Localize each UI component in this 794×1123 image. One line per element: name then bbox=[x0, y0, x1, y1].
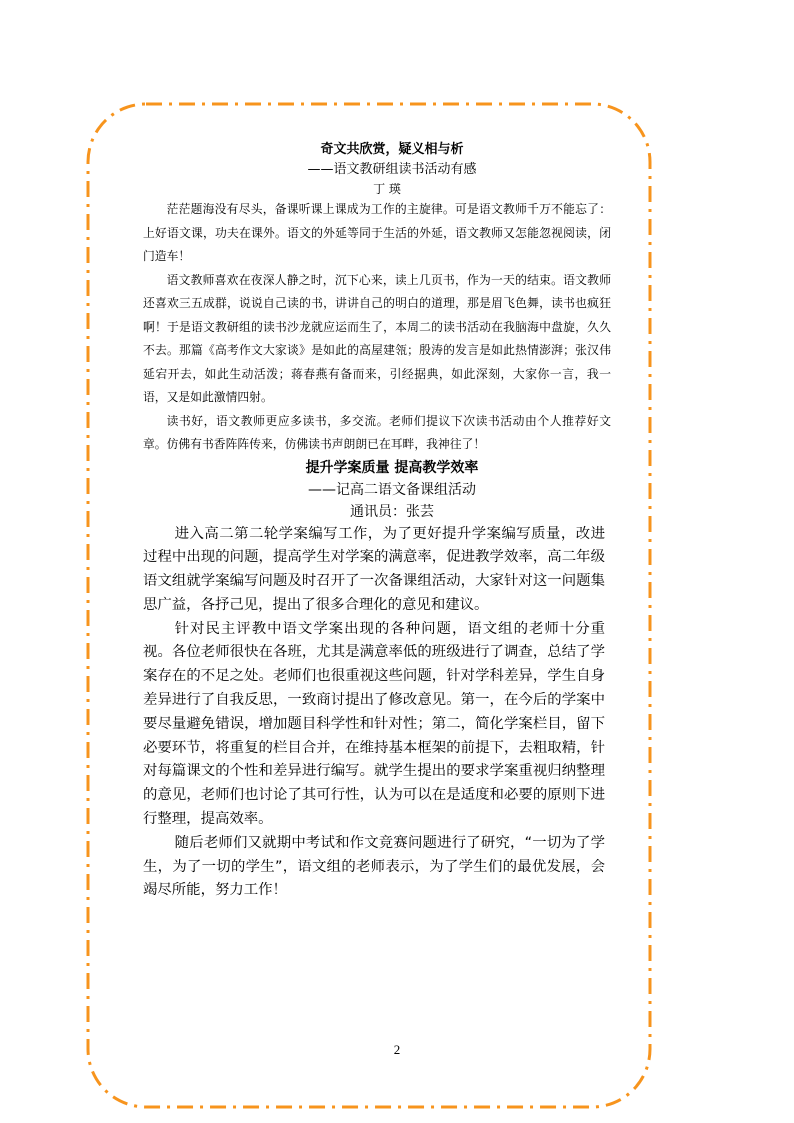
article-paragraph: 茫茫题海没有尽头，备课听课上课成为工作的主旋律。可是语文教师千万不能忘了：上好语文课，功夫在课外。语文的外延等同于生活的外延，语文教师又怎能忽视阅读，闭门造车！ bbox=[143, 202, 611, 263]
article-paragraph: 进入高二第二轮学案编写工作，为了更好提升学案编写质量，改进过程中出现的问题，提高学生对学案的满意率，促进教学效率，高二年级语文组就学案编写问题及时召开了一次备课组活动，大家针对这一问题集思广益，各抒己见，提出了很多合理化的意见和建议。 bbox=[143, 525, 605, 613]
article-subtitle: ——记高二语文备课组活动 bbox=[308, 481, 476, 498]
article-paragraph: 针对民主评教中语文学案出现的各种问题，语文组的老师十分重视。各位老师很快在各班，尤其是满意率低的班级进行了调查，总结了学案存在的不足之处。老师们也很重视这些问题，针对学科差异，学生自身差异进行了自我反思，一致商讨提出了修改意见。第一，在今后的学案中要尽量避免错误，增加题目科学性和针对性；第二，简化学案栏目，留下必要环节，将重复的栏目合并，在维持基本框架的前提下，去粗取精，针对每篇课文的个性和差异进行编写。就学生提出的要求学案重视归纳整理的意见，老师们也讨论了其可行性，认为可以在是适度和必要的原则下进行整理，提高效率。 bbox=[143, 620, 605, 828]
page-content bbox=[143, 140, 611, 903]
article-paragraph: 随后老师们又就期中考试和作文竞赛问题进行了研究，“一切为了学生，为了一切的学生”，语文组的老师表示，为了学生们的最优发展，会竭尽所能，努力工作！ bbox=[143, 834, 605, 899]
article-lesson-plan-quality bbox=[143, 457, 611, 904]
article-title: 提升学案质量 提高教学效率 bbox=[305, 459, 479, 476]
article-paragraph: 语文教师喜欢在夜深人静之时，沉下心来，读上几页书，作为一天的结束。语文教师还喜欢三五成群，说说自己读的书，讲讲自己的明白的道理，那是眉飞色舞，读书也疯狂啊！于是语文教研组的读书沙龙就应运而生了，本周二的读书活动在我脑海中盘旋，久久不去。那篇《高考作文大家谈》是如此的高屋建瓴；殷涛的发言是如此热情澎湃；张汉伟延宕开去，如此生动活泼；蒋春燕有备而来，引经据典，如此深刻，大家你一言，我一语，又是如此激情四射。 bbox=[143, 272, 611, 404]
page-number: 2 bbox=[393, 1042, 401, 1057]
article-title: 奇文共欣赏，疑义相与析 bbox=[320, 142, 464, 157]
article-author: 丁 瑛 bbox=[373, 182, 401, 196]
article-subtitle: ——语文教研组读书活动有感 bbox=[307, 162, 477, 177]
article-paragraph: 读书好，语文教师更应多读书，多交流。老师们提议下次读书活动由个人推荐好文章。仿佛有书香阵阵传来，仿佛读书声朗朗已在耳畔，我神往了！ bbox=[143, 413, 611, 451]
article-reading-activity bbox=[143, 140, 611, 457]
article-author: 通讯员：张芸 bbox=[350, 503, 434, 520]
